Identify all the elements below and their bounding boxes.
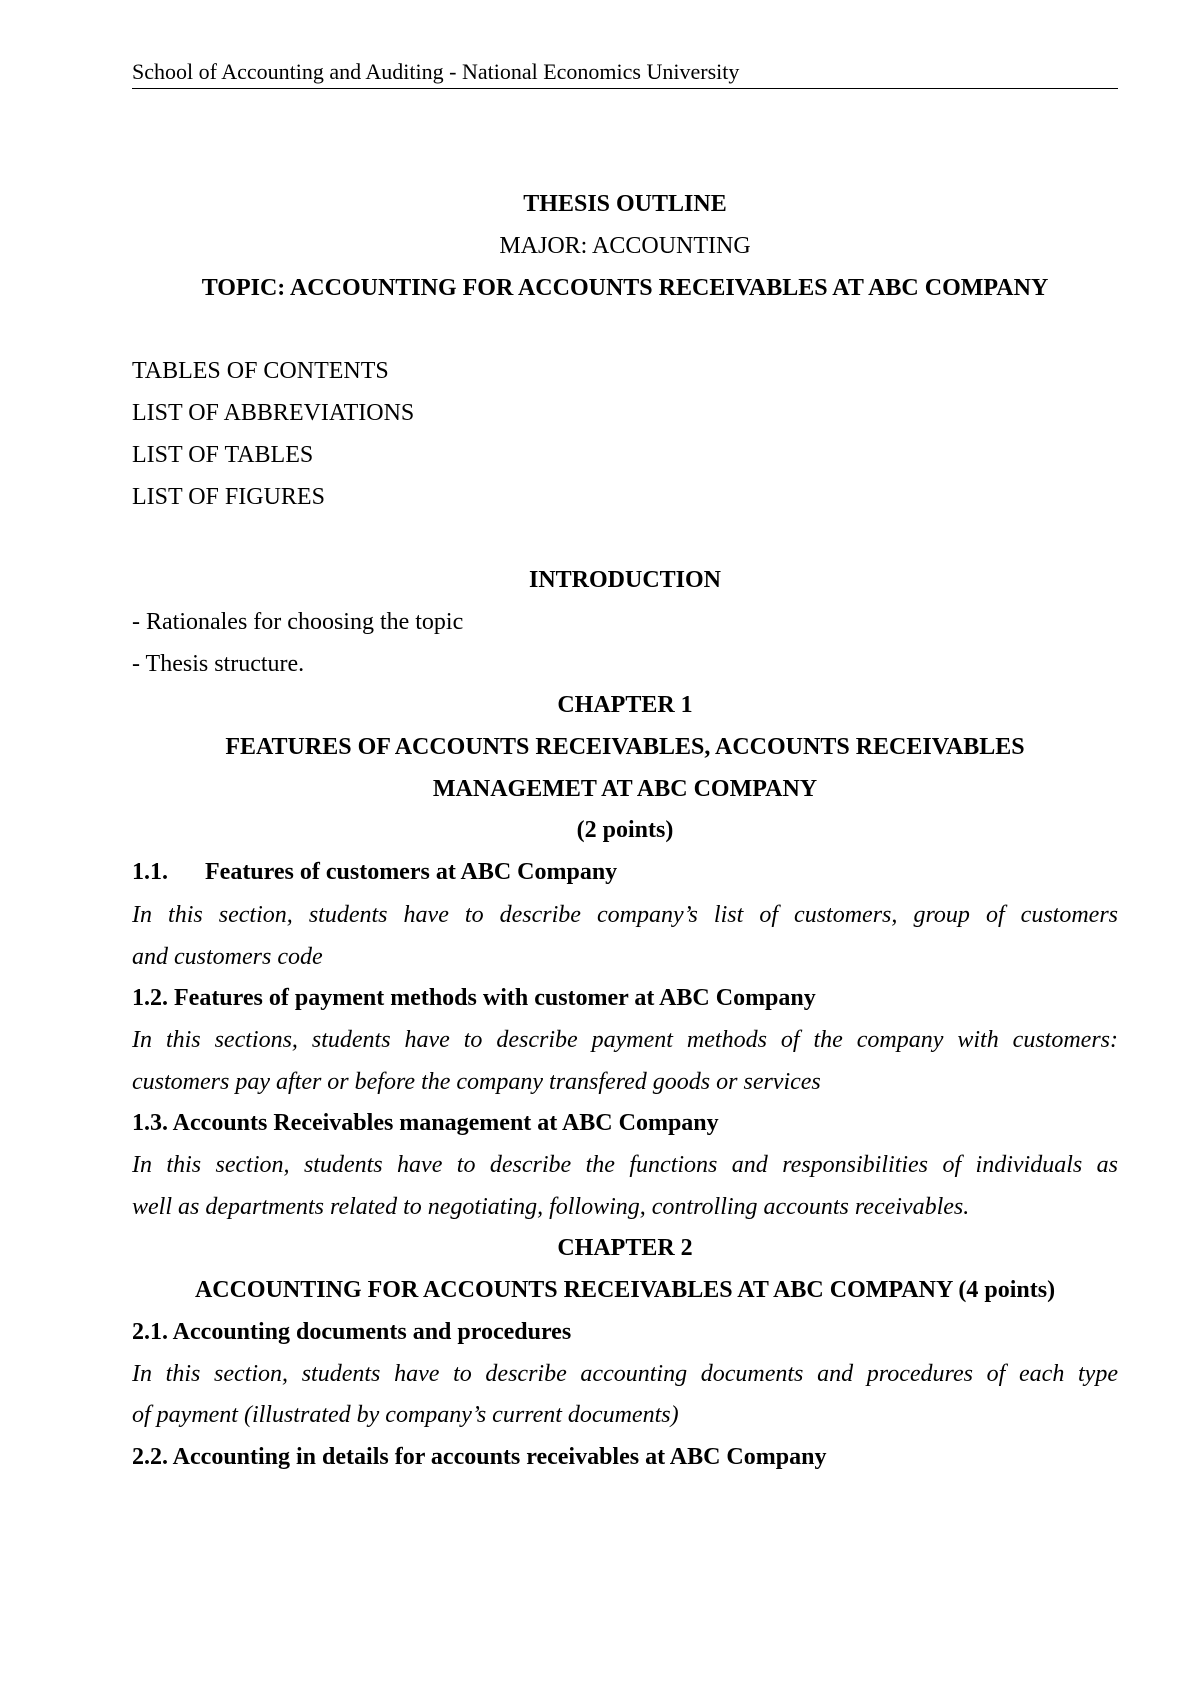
- chapter1-title-line2: MANAGEMET AT ABC COMPANY: [432, 776, 818, 802]
- section-1-1-description-line1: In this section, students have to describe company’s list of customers, group of customers: [132, 902, 1118, 928]
- section-1-1-description-line2: and customers code: [132, 944, 323, 970]
- chapter1-points: (2 points): [576, 817, 674, 843]
- section-2-1-heading: 2.1. Accounting documents and procedures: [132, 1319, 572, 1345]
- front-matter-tables: LIST OF TABLES: [132, 442, 314, 468]
- major-line: MAJOR: ACCOUNTING: [499, 233, 751, 259]
- section-1-2-description-line2: customers pay after or before the company transfered goods or services: [132, 1069, 821, 1095]
- section-1-3-heading: 1.3. Accounts Receivables management at ABC Company: [132, 1110, 719, 1136]
- front-matter-toc: TABLES OF CONTENTS: [132, 358, 389, 384]
- topic-line: TOPIC: ACCOUNTING FOR ACCOUNTS RECEIVABLES AT ABC COMPANY: [201, 275, 1049, 301]
- section-number: 1.1.: [132, 859, 168, 885]
- document-title: THESIS OUTLINE: [523, 191, 727, 217]
- chapter1-label: CHAPTER 1: [557, 692, 693, 718]
- introduction-item: - Rationales for choosing the topic: [132, 609, 464, 635]
- section-1-2-heading: 1.2. Features of payment methods with customer at ABC Company: [132, 985, 816, 1011]
- chapter2-title: ACCOUNTING FOR ACCOUNTS RECEIVABLES AT ABC COMPANY (4 points): [194, 1277, 1056, 1303]
- introduction-heading: INTRODUCTION: [528, 567, 722, 593]
- section-1-1-heading: [132, 857, 1118, 887]
- section-1-2-description-line1: In this sections, students have to describe payment methods of the company with customers:: [132, 1027, 1118, 1053]
- section-1-3-description-line2: well as departments related to negotiating, following, controlling accounts receivables.: [132, 1194, 970, 1220]
- chapter1-title-line1: FEATURES OF ACCOUNTS RECEIVABLES, ACCOUNTS RECEIVABLES: [225, 734, 1025, 760]
- section-title: Features of customers at ABC Company: [205, 859, 618, 885]
- chapter2-label: CHAPTER 2: [557, 1235, 693, 1261]
- introduction-item: - Thesis structure.: [132, 651, 305, 677]
- section-1-3-description-line1: In this section, students have to describe the functions and responsibilities of individuals as: [132, 1152, 1118, 1178]
- front-matter-figures: LIST OF FIGURES: [132, 484, 325, 510]
- section-2-2-heading: 2.2. Accounting in details for accounts receivables at ABC Company: [132, 1444, 827, 1470]
- page-header: School of Accounting and Auditing - National Economics University: [132, 58, 1118, 89]
- section-2-1-description-line1: In this section, students have to describe accounting documents and procedures of each type: [132, 1361, 1118, 1387]
- section-2-1-description-line2: of payment (illustrated by company’s current documents): [132, 1402, 679, 1428]
- front-matter-abbreviations: LIST OF ABBREVIATIONS: [132, 400, 415, 426]
